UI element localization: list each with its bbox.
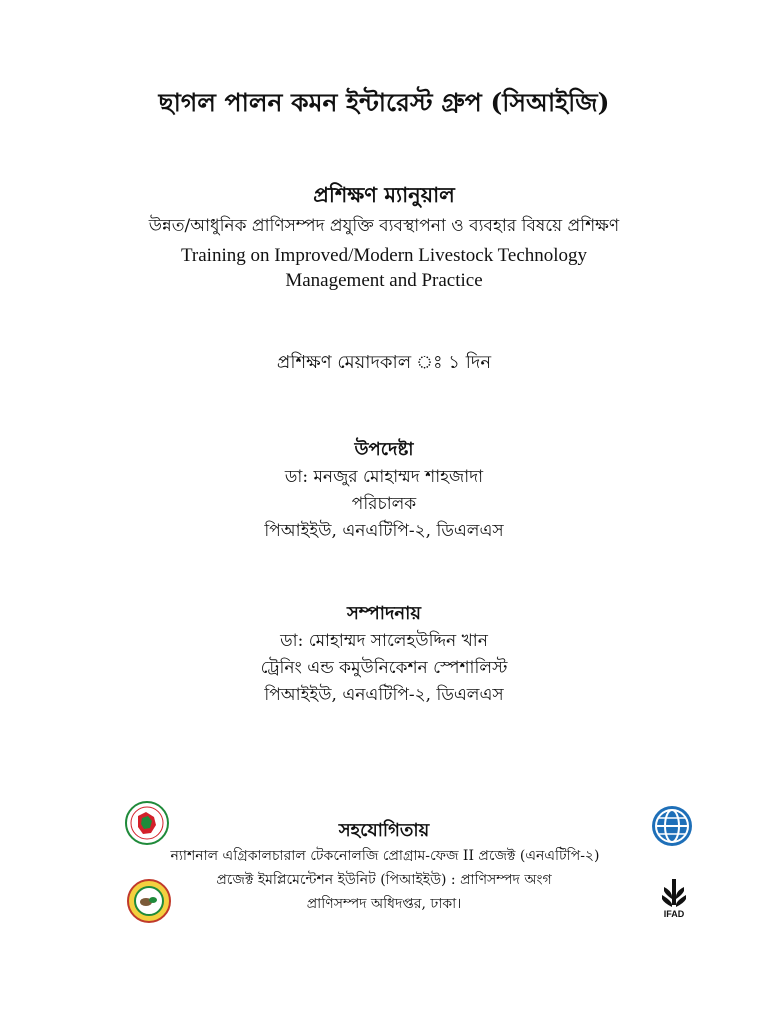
advisor-role: পরিচালক xyxy=(351,494,417,514)
subtitle-bangla: উন্নত/আধুনিক প্রাণিসম্পদ প্রযুক্তি ব্যবস্থাপনা ও ব্যবহার বিষয়ে প্রশিক্ষণ xyxy=(148,216,620,236)
manual-title: প্রশিক্ষণ ম্যানুয়াল xyxy=(313,182,455,207)
world-globe-logo xyxy=(649,803,695,849)
collaboration-line1: ন্যাশনাল এগ্রিকালচারাল টেকনোলজি প্রোগ্রাম-ফেজ II প্রজেক্ট (এনএটিপি-২) xyxy=(170,848,600,864)
ifad-label: IFAD xyxy=(663,909,685,919)
dls-logo xyxy=(126,878,172,924)
advisor-heading: উপদেষ্টা xyxy=(354,439,414,460)
editor-heading: সম্পাদনায় xyxy=(347,603,421,624)
collaboration-heading: সহযোগিতায় xyxy=(338,820,430,841)
editor-org: পিআইইউ, এনএটিপি-২, ডিএলএস xyxy=(264,685,504,705)
subtitle-english-line1: Training on Improved/Modern Livestock Technology xyxy=(180,245,588,266)
advisor-name: ডা: মনজুর মোহাম্মদ শাহজাদা xyxy=(284,467,484,487)
training-duration: প্রশিক্ষণ মেয়াদকাল ঃ ১ দিন xyxy=(276,352,492,373)
collaboration-line3: প্রাণিসম্পদ অধিদপ্তর, ঢাকা। xyxy=(306,896,462,912)
editor-name: ডা: মোহাম্মদ সালেহউদ্দিন খান xyxy=(280,631,488,651)
collaboration-line2: প্রজেক্ট ইমপ্লিমেন্টেশন ইউনিট (পিআইইউ) : প্রাণিসম্পদ অংগ xyxy=(216,872,552,888)
advisor-org: পিআইইউ, এনএটিপি-২, ডিএলএস xyxy=(264,521,504,541)
bangladesh-government-logo xyxy=(124,800,170,846)
editor-role: ট্রেনিং এন্ড কমুউনিকেশন স্পেশালিস্ট xyxy=(260,658,508,678)
ifad-logo xyxy=(652,873,696,921)
document-title: ছাগল পালন কমন ইন্টারেস্ট গ্রুপ (সিআইজি) xyxy=(158,88,610,117)
subtitle-english-line2: Management and Practice xyxy=(285,270,483,291)
